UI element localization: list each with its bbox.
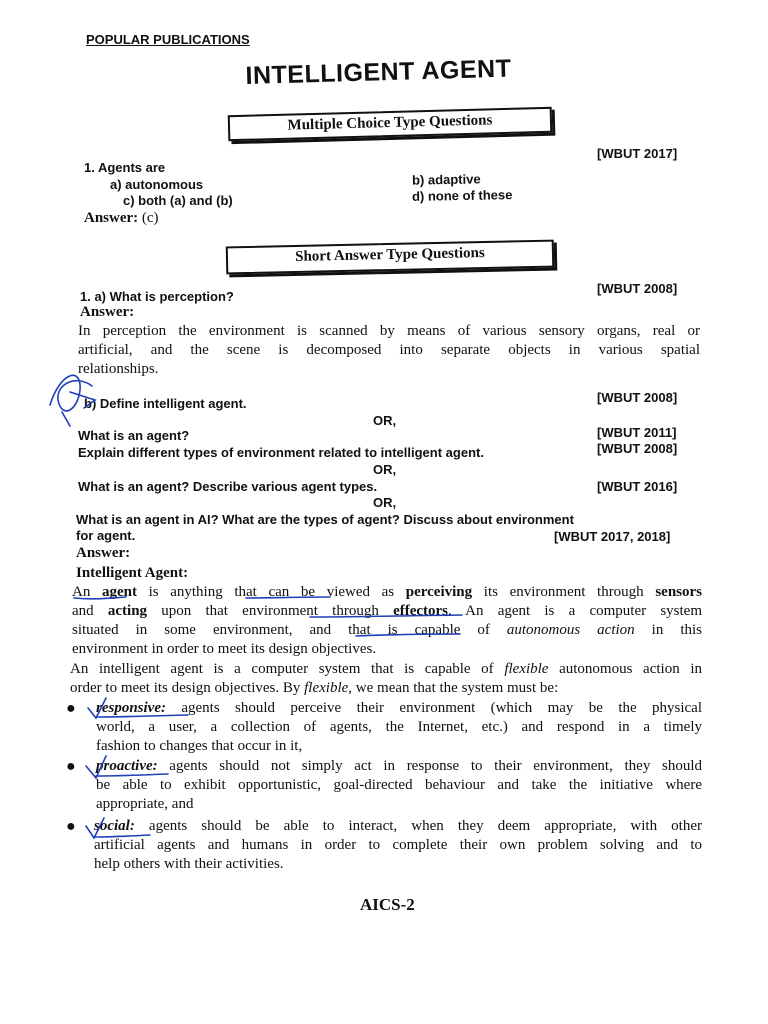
bullet-icon: ● bbox=[66, 818, 76, 835]
question-1b: b) Define intelligent agent. bbox=[84, 396, 247, 411]
question-1a-reference: [WBUT 2008] bbox=[597, 281, 678, 296]
or-separator-2: OR, bbox=[373, 462, 397, 477]
bullet-proactive-line-3: appropriate, and bbox=[96, 796, 194, 812]
question-2: What is an agent? bbox=[78, 428, 190, 443]
bullet-icon: ● bbox=[66, 700, 76, 717]
subheading-intelligent-agent: Intelligent Agent: bbox=[76, 565, 189, 581]
agent-definition-line-2: and acting upon that environment through effectors. An agent is a computer system bbox=[72, 603, 702, 619]
bullet-social-line-1: social: agents should be able to interact, when they deem appropriate, with other bbox=[94, 818, 702, 834]
term-sensors: sensors bbox=[655, 584, 702, 600]
question-5-line-1: What is an agent in AI? What are the types of agent? Discuss about environment bbox=[76, 512, 574, 527]
question-3: Explain different types of environment related to intelligent agent. bbox=[78, 445, 484, 460]
question-1a: 1. a) What is perception? bbox=[80, 289, 234, 304]
pen-tick-mark bbox=[62, 412, 70, 426]
question-5-line-2: for agent. bbox=[76, 528, 136, 543]
flexible-definition-line-1: An intelligent agent is a computer system that is capable of flexible autonomous action in bbox=[70, 661, 702, 677]
question-2-reference: [WBUT 2011] bbox=[597, 425, 677, 440]
or-separator-1: OR, bbox=[373, 413, 397, 428]
answer-label-1a: Answer: bbox=[80, 304, 135, 320]
question-1b-reference: [WBUT 2008] bbox=[597, 390, 678, 405]
perception-answer-line-2: artificial, and the scene is decomposed into separate objects in various spatial bbox=[78, 342, 700, 358]
mcq-option-c: c) both (a) and (b) bbox=[123, 193, 233, 208]
term-agent: agent bbox=[101, 584, 137, 600]
answer-label-2: Answer: bbox=[76, 545, 131, 561]
mcq-option-b: b) adaptive bbox=[411, 171, 481, 188]
agent-definition-line-3: situated in some environment, and that is capable of autonomous action in this bbox=[72, 622, 702, 638]
bullet-proactive-line-1: proactive: agents should not simply act in response to their environment, they should bbox=[96, 758, 702, 774]
mcq-section-heading: Multiple Choice Type Questions bbox=[228, 107, 553, 141]
term-perceiving: perceiving bbox=[405, 584, 473, 600]
agent-definition-line-1: An agent is anything that can be viewed as perceiving its environment through sensors bbox=[72, 584, 702, 600]
term-acting: acting bbox=[107, 603, 148, 619]
bullet-proactive-line-2: be able to exhibit opportunistic, goal-directed behaviour and take the initiative where bbox=[96, 777, 702, 793]
mcq-option-d: d) none of these bbox=[411, 187, 513, 204]
flexible-definition-line-2: order to meet its design objectives. By flexible, we mean that the system must be: bbox=[70, 680, 559, 696]
page-title: INTELLIGENT AGENT bbox=[245, 54, 512, 91]
question-5-reference: [WBUT 2017, 2018] bbox=[554, 529, 671, 544]
term-effectors: effectors bbox=[393, 603, 449, 619]
agent-definition-line-4: environment in order to meet its design objectives. bbox=[72, 641, 377, 657]
term-flexible-2: flexible, bbox=[304, 680, 353, 696]
bullet-social-line-3: help others with their activities. bbox=[94, 856, 284, 872]
mcq-question: 1. Agents are bbox=[84, 160, 166, 175]
bullet-responsive-line-3: fashion to changes that occur in it, bbox=[96, 738, 303, 754]
or-separator-3: OR, bbox=[373, 495, 397, 510]
term-social: social: bbox=[94, 818, 135, 834]
page-footer-code: AICS-2 bbox=[360, 895, 415, 914]
perception-answer-line-1: In perception the environment is scanned by means of various sensory organs, real or bbox=[78, 323, 700, 339]
question-3-reference: [WBUT 2008] bbox=[597, 441, 678, 456]
bullet-responsive-line-1: responsive: agents should perceive their environment (which may be the physical bbox=[96, 700, 702, 716]
term-autonomous-action: autonomous action bbox=[506, 622, 635, 638]
perception-answer-line-3: relationships. bbox=[78, 361, 159, 377]
publisher-name: POPULAR PUBLICATIONS bbox=[86, 32, 250, 47]
term-responsive: responsive: bbox=[96, 700, 166, 716]
mcq-reference: [WBUT 2017] bbox=[597, 146, 678, 161]
bullet-responsive-line-2: world, a user, a collection of agents, the Internet, etc.) and respond in a timely bbox=[96, 719, 702, 735]
mcq-answer bbox=[84, 210, 159, 227]
term-proactive: proactive: bbox=[96, 758, 158, 774]
term-flexible: flexible bbox=[504, 661, 549, 677]
bullet-icon: ● bbox=[66, 758, 76, 775]
mcq-option-a: a) autonomous bbox=[110, 177, 204, 192]
mcq-answer-label: Answer: bbox=[84, 210, 139, 226]
saq-section-heading: Short Answer Type Questions bbox=[226, 240, 555, 275]
mcq-answer-value: (c) bbox=[141, 210, 159, 226]
question-4-reference: [WBUT 2016] bbox=[597, 479, 678, 494]
bullet-social-line-2: artificial agents and humans in order to complete their own problem solving and to bbox=[94, 837, 702, 853]
question-4: What is an agent? Describe various agent types. bbox=[78, 479, 378, 494]
